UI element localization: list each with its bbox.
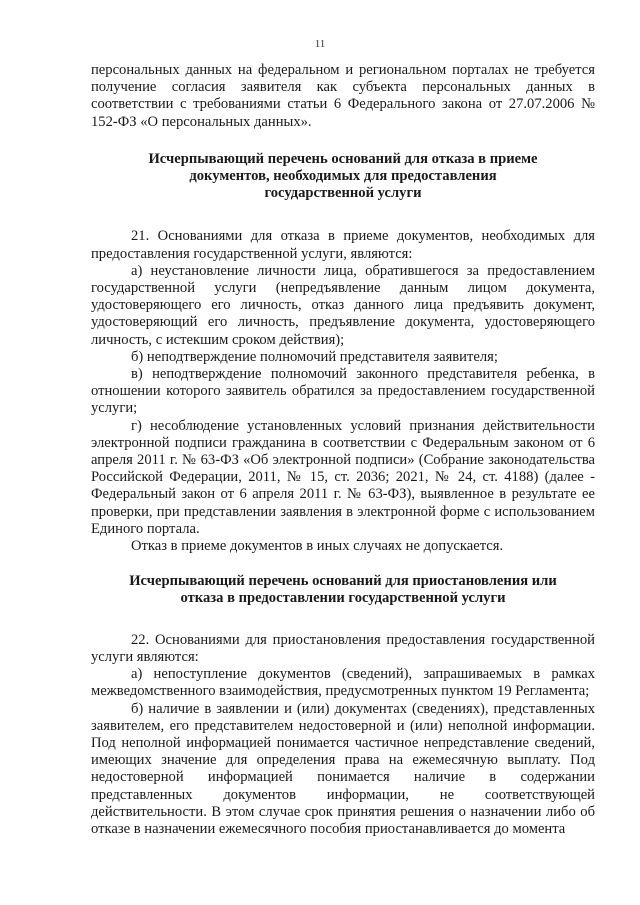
page-number: 11 — [314, 38, 326, 50]
section-heading-refusal — [91, 151, 595, 203]
subitem-v: в) неподтверждение полномочий законного представителя ребенка, в отношении которого заявитель обратился за предоставлением государственной услуги; — [91, 366, 595, 417]
heading-line: государственной услуги — [264, 185, 422, 202]
heading-line: Исчерпывающий перечень оснований для отказа в приеме — [148, 150, 538, 167]
document-body — [91, 62, 595, 838]
heading-line: документов, необходимых для предоставления — [189, 168, 497, 185]
heading-line: Исчерпывающий перечень оснований для приостановления или — [129, 573, 557, 590]
subitem-a: а) неустановление личности лица, обратившегося за предоставлением государственной услуги (непредъявление данным лицом документа, удостоверяющего его личность, отказ данного лица предъявить документ, удостоверяющий его личность, предъявление документа, удостоверяющего личность, с истекшим сроком действия); — [91, 262, 595, 348]
heading-line: отказа в предоставлении государственной услуги — [180, 590, 506, 607]
intro-paragraph: персональных данных на федеральном и региональном порталах не требуется получение согласия заявителя как субъекта персональных данных в соответствии с требованиями статьи 6 Федерального закона от 27.07.2006 № 152-ФЗ «О персональных данных». — [91, 62, 595, 130]
section-heading-suspension — [91, 573, 595, 607]
paragraph-21: 21. Основаниями для отказа в приеме документов, необходимых для предоставления государственной услуги, являются: — [91, 228, 595, 262]
subitem-g: г) несоблюдение установленных условий признания действительности электронной подписи гражданина в соответствии с Федеральным законом от 6 апреля 2011 г. № 63-ФЗ «Об электронной подписи» (Собрание законодательства Российской Федерации, 2011, № 15, ст. 2036; 2021, № 24, ст. 4188) (далее - Федеральный закон от 6 апреля 2011 г. № 63-ФЗ), выявленное в результате ее проверки, при представлении заявления в электронной форме с использованием Единого портала. — [91, 417, 595, 537]
subitem-b-suspension: б) наличие в заявлении и (или) документах (сведениях), представленных заявителем, его представителем недостоверной и (или) неполной информации. Под неполной информацией понимается частичное непредставление сведений, имеющих значение для определения права на ежемесячную выплату. Под недостоверной информацией понимается наличие в содержании представленных документов информации, не соответствующей действительности. В этом случае срок принятия решения о назначении либо об отказе в назначении ежемесячного пособия приостанавливается до момента — [91, 700, 595, 837]
paragraph-22: 22. Основаниями для приостановления предоставления государственной услуги являются: — [91, 631, 595, 665]
subitem-a-suspension: а) непоступление документов (сведений), запрашиваемых в рамках межведомственного взаимодействия, предусмотренных пунктом 19 Регламента; — [91, 666, 595, 700]
subitem-b: б) неподтверждение полномочий представителя заявителя; — [131, 348, 498, 365]
refusal-closing: Отказ в приеме документов в иных случаях не допускается. — [131, 538, 504, 555]
